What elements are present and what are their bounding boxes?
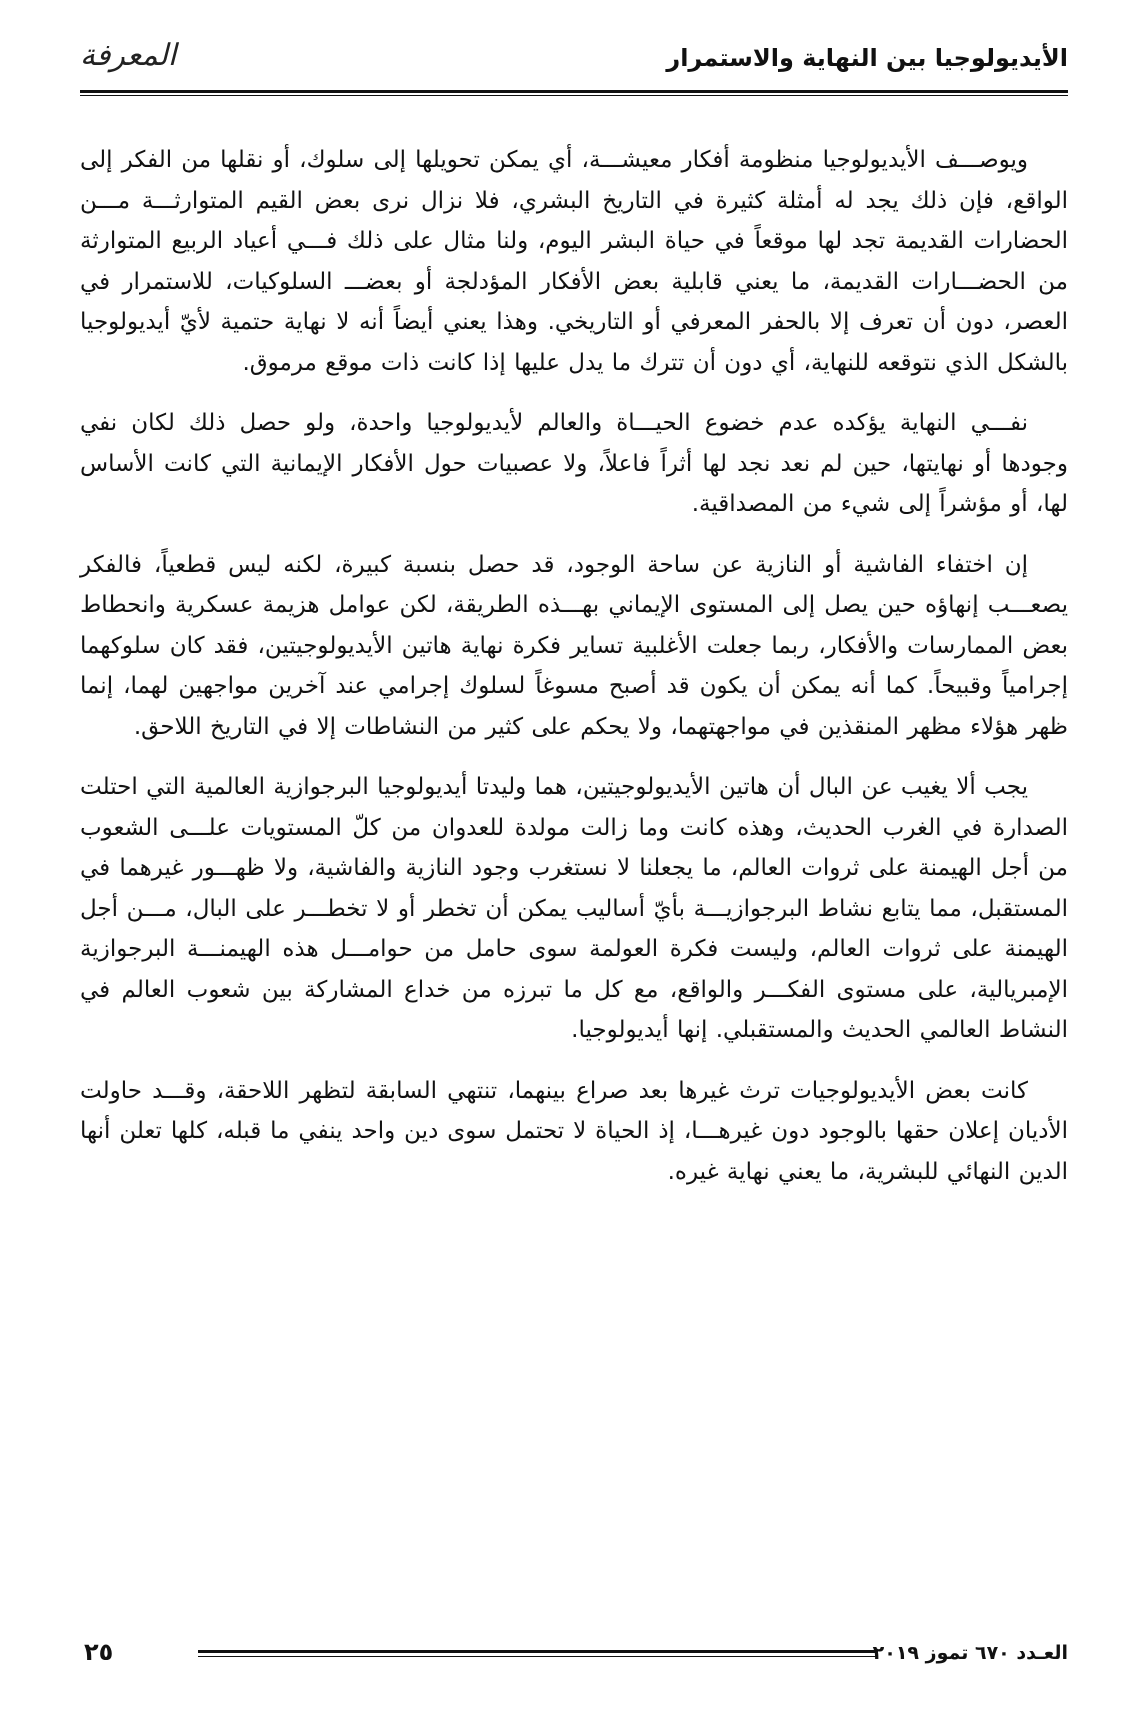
header-divider — [80, 90, 1068, 93]
issue-info: العـدد ٦٧٠ تموز ٢٠١٩ — [872, 1642, 1068, 1664]
article-body — [80, 140, 1068, 1212]
page-footer — [80, 1640, 1068, 1680]
paragraph-3: إن اختفاء الفاشية أو النازية عن ساحة الوجود، قد حصل بنسبة كبيرة، لكنه ليس قطعياً، فالفكر يصعـــب إنهاؤه حين يصل إلى المستوى الإيماني بهـــذه الطريقة، لكن عوامل هزيمة عسكرية وانحطاط بعض الممارسات والأفكار، ربما جعلت الأغلبية تساير فكرة نهاية هاتين الأيديولوجيتين، فقد كان سلوكهما إجرامياً وقبيحاً. كما أنه يمكن أن يكون قد أصبح مسوغاً لسلوك إجرامي عند آخرين مواجهين لهما، إنما ظهر هؤلاء مظهر المنقذين في مواجهتهما، ولا يحكم على كثير من النشاطات إلا في التاريخ اللاحق. — [80, 551, 1068, 740]
footer-divider-thin — [198, 1656, 878, 1657]
page-header — [80, 38, 1068, 82]
header-divider-thin — [80, 95, 1068, 96]
paragraph-2: نفـــي النهاية يؤكده عدم خضوع الحيـــاة والعالم لأيديولوجيا واحدة، ولو حصل ذلك لكان نفي وجودها أو نهايتها، حين لم نعد نجد لها أثراً فاعلاً، ولا عصبيات حول الأفكار الإيمانية التي كانت الأساس لها، أو مؤشراً إلى شيء من المصداقية. — [80, 410, 1068, 517]
running-title: الأيديولوجيا بين النهاية والاستمرار — [666, 44, 1068, 72]
page-number: ٢٥ — [84, 1638, 114, 1666]
paragraph-5: كانت بعض الأيديولوجيات ترث غيرها بعد صراع بينهما، تنتهي السابقة لتظهر اللاحقة، وقـــد حاولت الأديان إعلان حقها بالوجود دون غيرهـــا، إذ الحياة لا تحتمل سوى دين واحد ينفي ما قبله، كلها تعلن أنها الدين النهائي للبشرية، ما يعني نهاية غيره. — [80, 1077, 1068, 1185]
magazine-logo: المعرفة — [80, 38, 177, 73]
paragraph-1: ويوصـــف الأيديولوجيا منظومة أفكار معيشـــة، أي يمكن تحويلها إلى سلوك، أو نقلها من الفكر إلى الواقع، فإن ذلك يجد له أمثلة كثيرة في التاريخ البشري، فلا نزال نرى بعض القيم المتوارثـــة مـــن الحضارات القديمة تجد لها موقعاً في حياة البشر اليوم، ولنا مثال على ذلك فـــي أعياد الربيع المتوارثة من الحضـــارات القديمة، ما يعني قابلية بعض الأفكار المؤدلجة أو بعضـــ السلوكيات، للاستمرار في العصر، دون أن تعرف إلا بالحفر المعرفي أو التاريخي. وهذا يعني أيضاً أنه لا نهاية حتمية لأيّ أيديولوجيا بالشكل الذي نتوقعه للنهاية، أي دون أن تترك ما يدل عليها إذا كانت ذات موقع مرموق. — [80, 147, 1068, 376]
paragraph-4: يجب ألا يغيب عن البال أن هاتين الأيديولوجيتين، هما وليدتا أيديولوجيا البرجوازية العالمية التي احتلت الصدارة في الغرب الحديث، وهذه كانت وما زالت مولدة للعدوان من كلّ المستويات علـــى الشعوب من أجل الهيمنة على ثروات العالم، ما يجعلنا لا نستغرب وجود النازية والفاشية، ولا ظهـــور غيرهما في المستقبل، مما يتابع نشاط البرجوازيـــة بأيّ أساليب يمكن أن تخطر أو لا تخطـــر على البال، مـــن أجل الهيمنة على ثروات العالم، وليست فكرة العولمة سوى حامل من حوامـــل هذه الهيمنـــة البرجوازية الإمبريالية، على مستوى الفكـــر والواقع، مع كل ما تبرزه من خداع المشاركة بين شعوب العالم في النشاط العالمي الحديث والمستقبلي. إنها أيديولوجيا. — [80, 774, 1068, 1043]
footer-divider — [198, 1650, 878, 1653]
